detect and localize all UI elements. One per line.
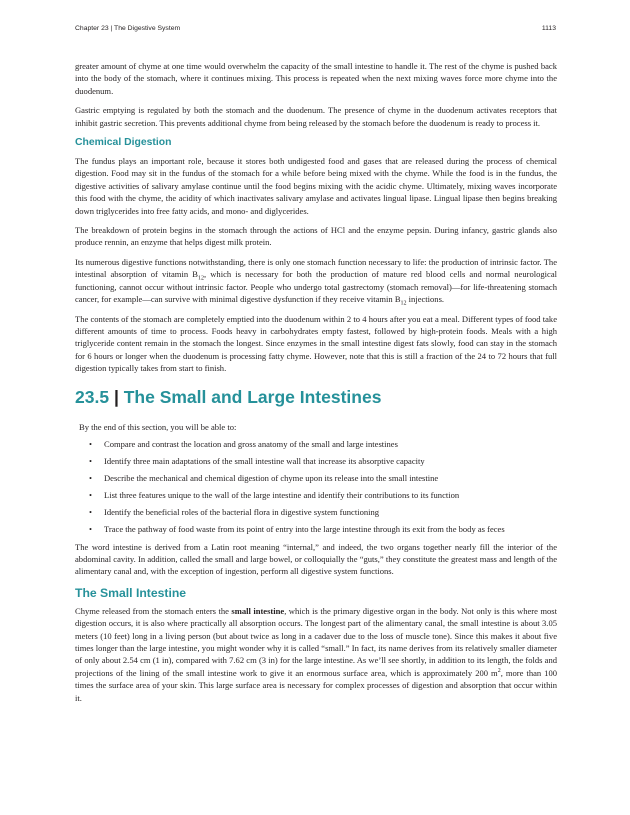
bullet-icon: •	[89, 438, 92, 449]
list-item	[89, 489, 557, 501]
paragraph-protein-breakdown: The breakdown of protein begins in the stomach through the actions of HCl and the enzyme pepsin. During infancy, gastric glands also produce rennin, an enzyme that helps digest milk protein.	[75, 225, 557, 248]
chapter-title: Chapter 23 | The Digestive System	[75, 25, 181, 32]
objective-text: Trace the pathway of food waste from its point of entry into the large intestine through its exit from the body as feces	[104, 524, 505, 535]
list-item	[89, 506, 557, 518]
paragraph-small-intestine	[75, 605, 557, 704]
objectives-intro: By the end of this section, you will be able to:	[79, 421, 237, 432]
objective-text: Identify the beneficial roles of the bacterial flora in digestive system functioning	[104, 507, 380, 518]
list-item	[89, 523, 557, 535]
learning-objectives	[79, 421, 557, 536]
list-item	[89, 438, 557, 450]
bullet-icon: •	[89, 524, 92, 535]
objective-text: List three features unique to the wall of the large intestine and identify their contributions to its function	[104, 490, 460, 501]
section-heading	[75, 387, 557, 407]
superscript-2: 2	[497, 667, 501, 674]
heading-chemical-digestion: Chemical Digestion	[75, 137, 172, 149]
text-run: Chyme released from the stomach enters the	[75, 605, 232, 616]
paragraph-intestine-intro: The word intestine is derived from a Latin root meaning “internal,” and indeed, the two organs together nearly fill the interior of the abdominal cavity. In addition, called the small and large bowel, or colloquially the “guts,” they constitute the greatest mass and length of the alimentary canal and, with the exception of ingestion, perform all digestive system functions.	[75, 541, 557, 577]
heading-small-intestine: The Small Intestine	[75, 585, 187, 600]
objective-text: Identify three main adaptations of the small intestine wall that increase its absorptive capacity	[104, 456, 425, 467]
page-content	[75, 60, 557, 711]
page-number: 1113	[541, 25, 556, 32]
paragraph-emptying-time: The contents of the stomach are completely emptied into the duodenum within 2 to 4 hours after you eat a meal. Different types of food take different amounts of time to process. Foods heavy in carbohydrates empty fastest, followed by high-protein foods. Meals with a high triglyceride content remain in the stomach the longest. Since enzymes in the small intestine digest fats slowly, food can stay in the stomach for 6 hours or longer when the duodenum is processing fatty chyme. However, note that this is still a fraction of the 24 to 72 hours that full digestion typically takes from start to finish.	[75, 313, 557, 374]
objective-text: Describe the mechanical and chemical digestion of chyme upon its release into the small intestine	[104, 473, 439, 484]
key-term: small intestine	[231, 605, 285, 616]
section-number: 23.5	[75, 386, 110, 407]
text-run: , which is necessary for both the production of mature red blood cells and normal neurological functioning, cannot occur without intrinsic factor. People who undergo total gastrectomy (stomach removal)—for life-threatening stomach cancer, for example—can survive with minimal digestive dysfunction if they receive vitamin B	[75, 269, 557, 305]
bullet-icon: •	[89, 507, 92, 518]
subscript-12: 12	[400, 300, 407, 307]
text-run: , which is the primary digestive organ in the body. Not only is this where most digestion occurs, it is also where practically all absorption occurs. The longest part of the alimentary canal, the small intestine is about 3.05 meters (10 feet) long in a living person (but about twice as long in a cadaver due to the loss of muscle tone). Since this makes it about five times longer than the large intestine, you might wonder why it is called “small.” In fact, its name derives from its relatively smaller diameter of only about 2.54 cm (1 in), compared with 7.62 cm (3 in) for the large intestine. As we’ll see shortly, in addition to its length, the folds and projections of the lining of the small intestine work to give it an enormous surface area, which is approximately 200 m	[75, 605, 558, 678]
text-run: injections.	[406, 294, 445, 305]
paragraph-intrinsic-factor	[75, 256, 557, 306]
paragraph-chyme-pushback: greater amount of chyme at one time would overwhelm the capacity of the small intestine to handle it. The rest of the chyme is pushed back into the body of the stomach, where it continues mixing. This process is repeated when the next mixing waves force more chyme into the duodenum.	[75, 61, 557, 96]
paragraph-fundus: The fundus plays an important role, because it stores both undigested food and gases that are released during the process of chemical digestion. Food may sit in the fundus of the stomach for a while before being mixed with the chyme. While the food is in the fundus, the digestive activities of salivary amylase continue until the food begins mixing with the acidic chyme. Ultimately, mixing waves incorporate this food with the chyme, the acidity of which inactivates salivary amylase and activates lingual lipase. Lingual lipase then begins breaking down triglycerides into free fatty acids, and mono- and diglycerides.	[75, 156, 557, 216]
section-title: The Small and Large Intestines	[123, 386, 382, 407]
section-separator: |	[113, 386, 119, 407]
bullet-icon: •	[89, 456, 92, 467]
paragraph-gastric-emptying: Gastric emptying is regulated by both the stomach and the duodenum. The presence of chyme in the duodenum activates receptors that inhibit gastric secretion. This prevents additional chyme from being released by the stomach before the duodenum is ready to process it.	[75, 105, 557, 128]
text-run: , more than 100 times the surface area of your skin. This large surface area is necessary for complex processes of digestion and absorption that occur within it.	[75, 667, 557, 703]
objective-text: Compare and contrast the location and gross anatomy of the small and large intestines	[104, 438, 398, 449]
list-item	[89, 455, 557, 467]
text-run: Its numerous digestive functions notwithstanding, there is only one stomach function necessary to life: the production of intrinsic factor. The intestinal absorption of vitamin B	[75, 256, 557, 280]
bullet-icon: •	[89, 490, 92, 501]
list-item	[89, 472, 557, 484]
bullet-icon: •	[89, 473, 92, 484]
subscript-12: 12	[197, 275, 204, 282]
objectives-list	[79, 438, 557, 536]
